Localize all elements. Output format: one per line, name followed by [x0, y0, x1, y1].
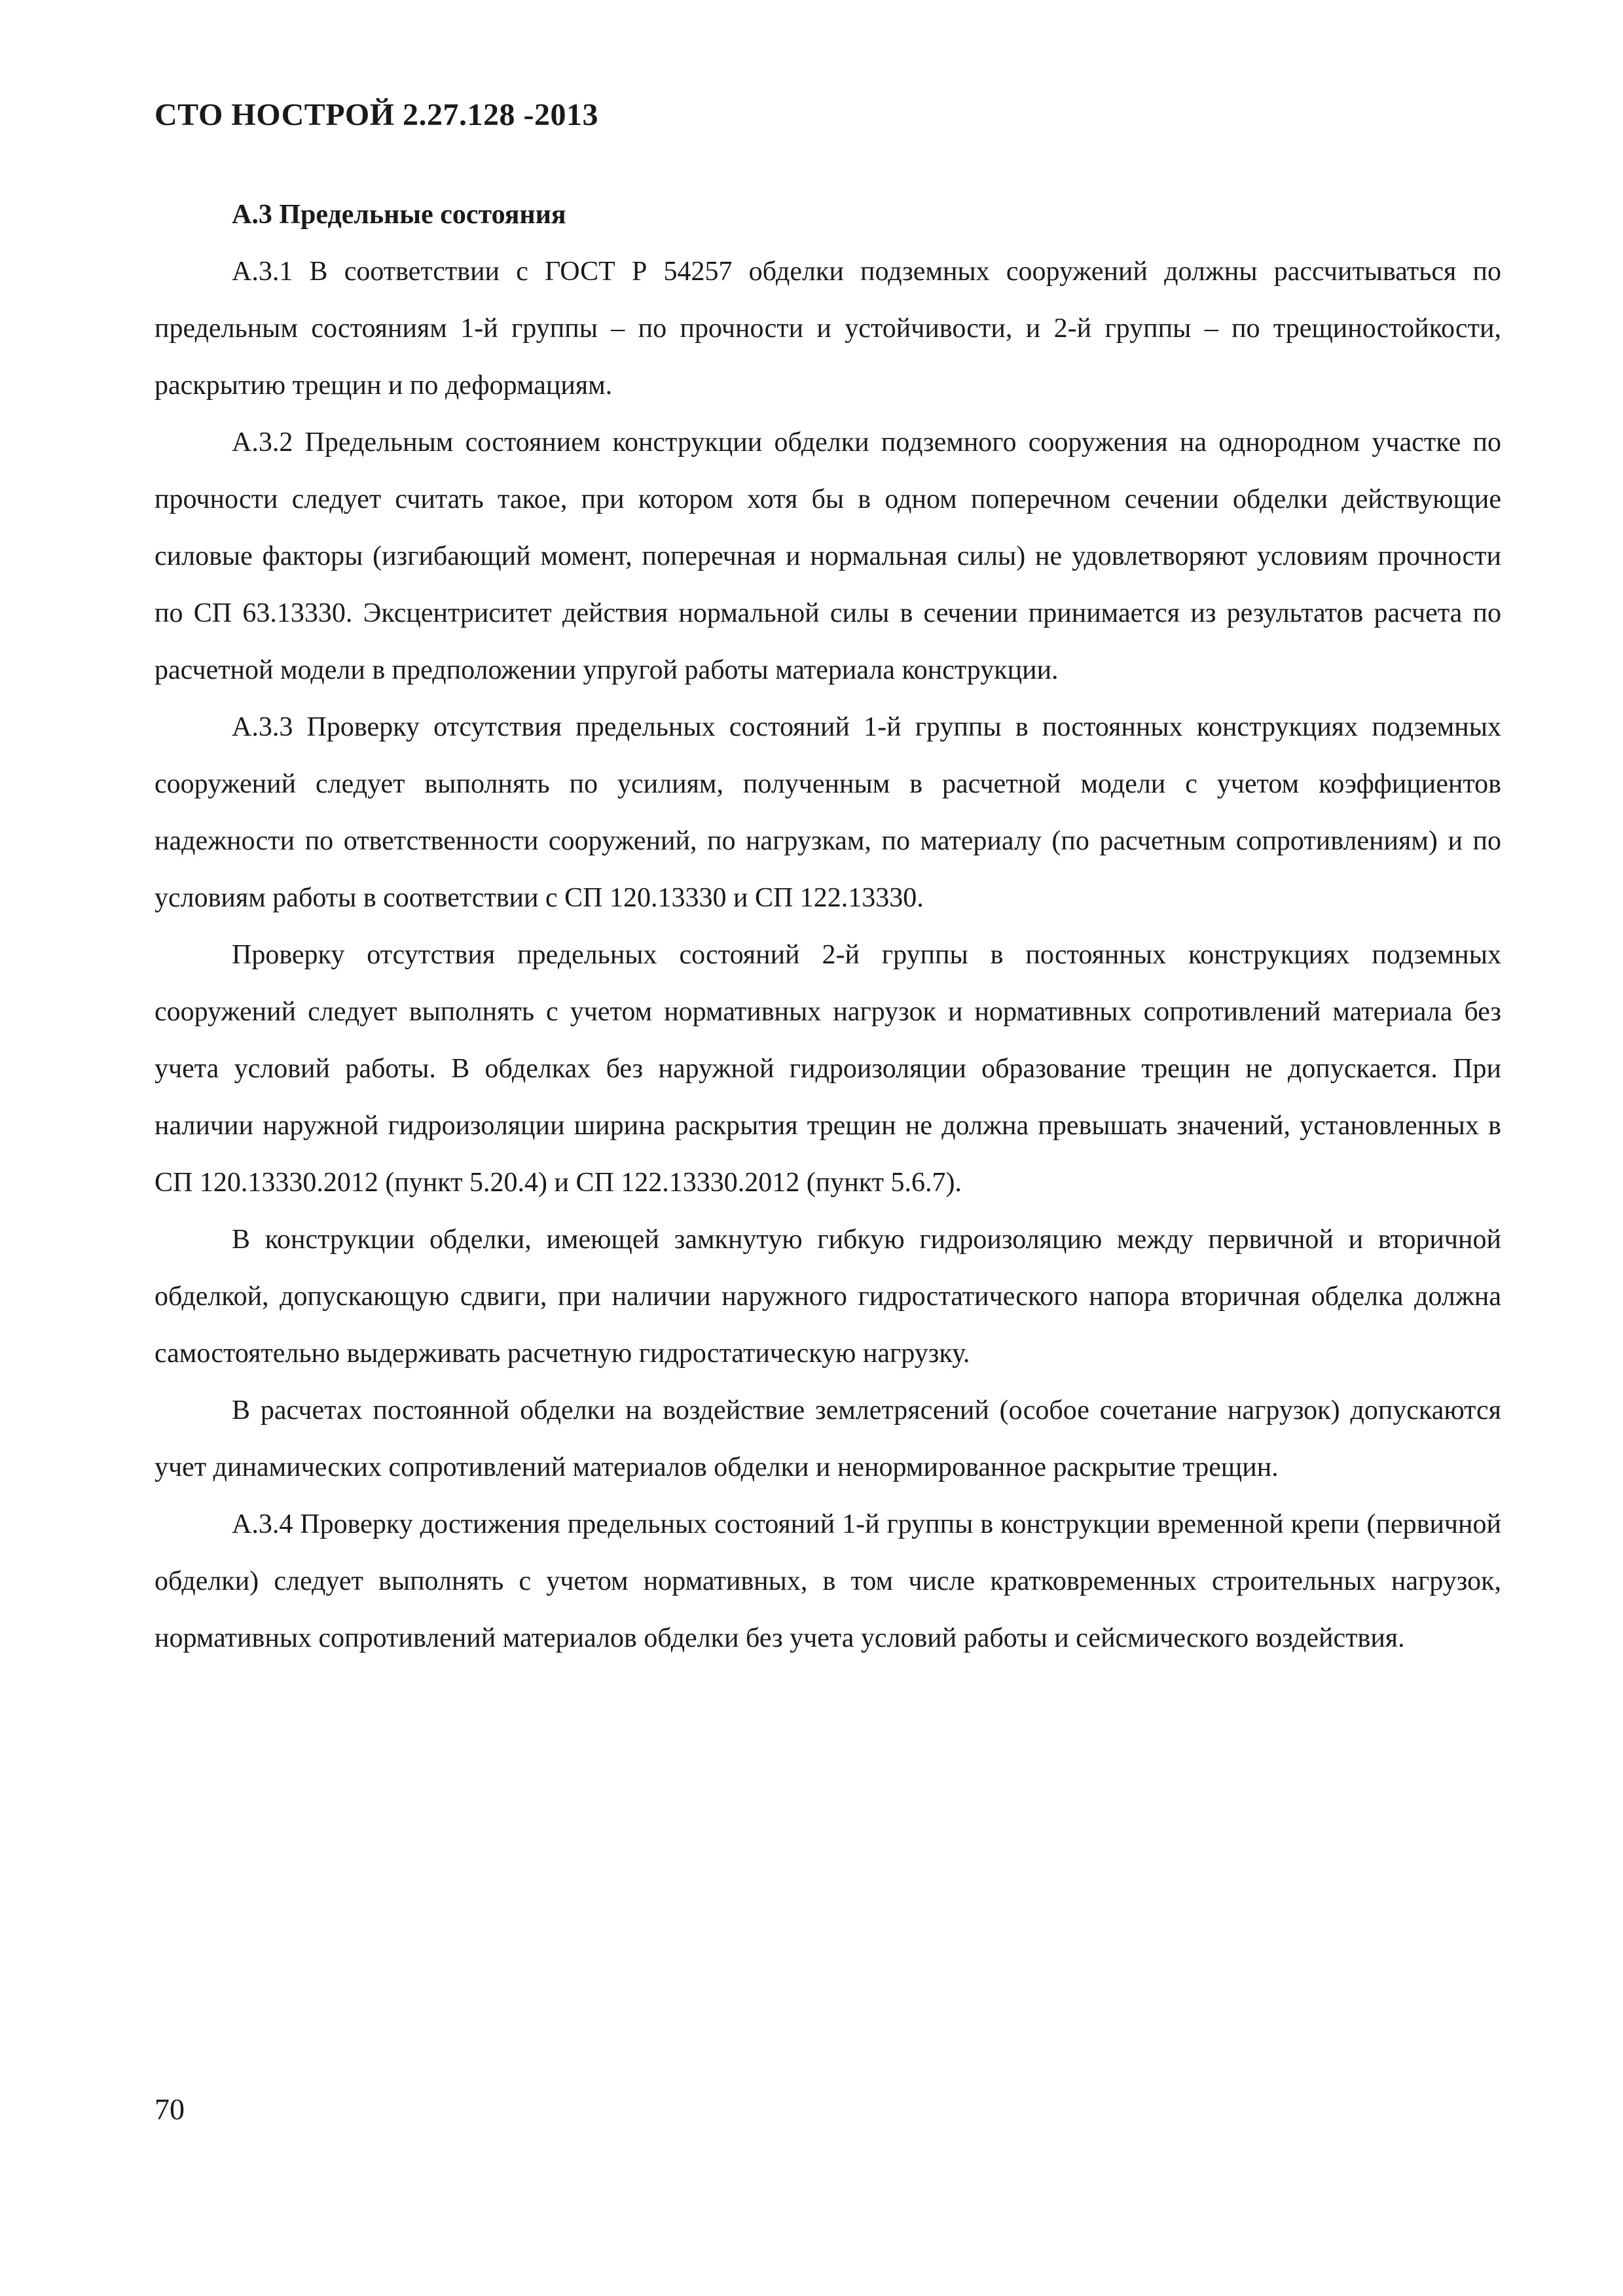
paragraph-a-3-1: А.3.1 В соответствии с ГОСТ Р 54257 обделки подземных сооружений должны рассчитываться по предельным состояниям 1-й группы – по прочности и устойчивости, и 2-й группы – по трещиностойкости, раскрытию трещин и по деформациям. — [155, 257, 1501, 401]
paragraph-waterproofing: В конструкции обделки, имеющей замкнутую гибкую гидроизоляцию между первичной и вторичной обделкой, допускающую сдвиги, при наличии наружного гидростатического напора вторичная обделка должна самостоятельно выдерживать расчетную гидростатическую нагрузку. — [155, 1225, 1501, 1369]
paragraph-second-group-check: Проверку отсутствия предельных состояний 2-й группы в постоянных конструкциях подземных сооружений следует выполнять с учетом нормативных нагрузок и нормативных сопротивлений материала без учета условий работы. В обделках без наружной гидроизоляции образование трещин не допускается. При наличии наружной гидроизоляции ширина раскрытия трещин не должна превышать значений, установленных в СП 120.13330.2012 (пункт 5.20.4) и СП 122.13330.2012 (пункт 5.6.7). — [155, 940, 1501, 1198]
paragraph-a-3-3: А.3.3 Проверку отсутствия предельных состояний 1-й группы в постоянных конструкциях подземных сооружений следует выполнять по усилиям, полученным в расчетной модели с учетом коэффициентов надежности по ответственности сооружений, по нагрузкам, по материалу (по расчетным сопротивлениям) и по условиям работы в соответствии с СП 120.13330 и СП 122.13330. — [155, 712, 1501, 913]
main-content — [155, 187, 1501, 1667]
paragraph-earthquake: В расчетах постоянной обделки на воздействие землетрясений (особое сочетание нагрузок) допускаются учет динамических сопротивлений материалов обделки и ненормированное раскрытие трещин. — [155, 1395, 1501, 1482]
paragraph-a-3-2: А.3.2 Предельным состоянием конструкции обделки подземного сооружения на однородном участке по прочности следует считать такое, при котором хотя бы в одном поперечном сечении обделки действующие силовые факторы (изгибающий момент, поперечная и нормальная силы) не удовлетворяют условиям прочности по СП 63.13330. Эксцентриситет действия нормальной силы в сечении принимается из результатов расчета по расчетной модели в предположении упругой работы материала конструкции. — [155, 427, 1501, 685]
document-header: СТО НОСТРОЙ 2.27.128 -2013 — [155, 98, 599, 132]
page-number: 70 — [155, 2092, 185, 2126]
paragraph-a-3-4: А.3.4 Проверку достижения предельных состояний 1-й группы в конструкции временной крепи (первичной обделки) следует выполнять с учетом нормативных, в том числе кратковременных строительных нагрузок, нормативных сопротивлений материалов обделки без учета условий работы и сейсмического воздействия. — [155, 1509, 1501, 1653]
section-title: А.3 Предельные состояния — [232, 200, 566, 230]
